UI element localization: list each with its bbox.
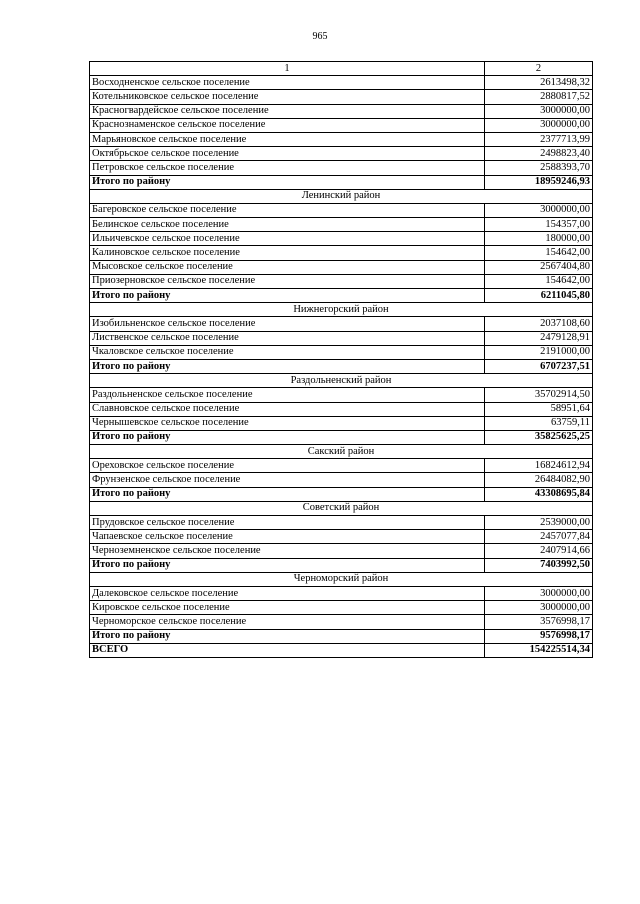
settlement-name: Раздольненское сельское поселение (90, 388, 485, 402)
settlement-name: Чернышевское сельское поселение (90, 416, 485, 430)
table-row (90, 345, 593, 359)
total-label: Итого по району (90, 487, 485, 501)
total-amount: 9576998,17 (485, 629, 593, 643)
total-amount: 35825625,25 (485, 430, 593, 444)
table-row (90, 118, 593, 132)
settlement-name: Петровское сельское поселение (90, 161, 485, 175)
settlement-name: Красногвардейское сельское поселение (90, 104, 485, 118)
table-row (90, 218, 593, 232)
total-amount: 18959246,93 (485, 175, 593, 189)
district-header-row (90, 303, 593, 317)
table-row (90, 402, 593, 416)
table-row (90, 76, 593, 90)
table-row (90, 104, 593, 118)
amount: 2479128,91 (485, 331, 593, 345)
total-row (90, 430, 593, 444)
amount: 3000000,00 (485, 203, 593, 217)
total-amount: 154225514,34 (485, 643, 593, 657)
settlement-name: Октябрьское сельское поселение (90, 147, 485, 161)
amount: 154642,00 (485, 246, 593, 260)
amount: 3576998,17 (485, 615, 593, 629)
table-row (90, 203, 593, 217)
settlement-name: Ильичевское сельское поселение (90, 232, 485, 246)
table-row (90, 388, 593, 402)
settlement-name: Чапаевское сельское поселение (90, 530, 485, 544)
settlement-name: Багеровское сельское поселение (90, 203, 485, 217)
district-name: Сакский район (90, 445, 593, 459)
table-row (90, 459, 593, 473)
page-number: 965 (312, 31, 328, 42)
settlement-name: Лиственское сельское поселение (90, 331, 485, 345)
table-row (90, 601, 593, 615)
total-label: Итого по району (90, 175, 485, 189)
table-row (90, 317, 593, 331)
total-row (90, 359, 593, 373)
settlement-name: Ореховское сельское поселение (90, 459, 485, 473)
column-1-header: 1 (90, 62, 485, 76)
table-row (90, 416, 593, 430)
amount: 2880817,52 (485, 90, 593, 104)
settlement-name: Приозерновское сельское поселение (90, 274, 485, 288)
total-label: ВСЕГО (90, 643, 485, 657)
total-row (90, 558, 593, 572)
total-amount: 6211045,80 (485, 289, 593, 303)
table-row (90, 516, 593, 530)
amount: 2567404,80 (485, 260, 593, 274)
amount: 3000000,00 (485, 118, 593, 132)
total-row (90, 175, 593, 189)
amount: 2407914,66 (485, 544, 593, 558)
amount: 3000000,00 (485, 586, 593, 600)
table-row (90, 161, 593, 175)
table-row (90, 232, 593, 246)
total-amount: 6707237,51 (485, 359, 593, 373)
amount: 2539000,00 (485, 516, 593, 530)
table-row (90, 473, 593, 487)
table-row (90, 260, 593, 274)
district-header-row (90, 374, 593, 388)
table-header-row (90, 62, 593, 76)
table-row (90, 615, 593, 629)
total-label: Итого по району (90, 558, 485, 572)
settlement-name: Марьяновское сельское поселение (90, 132, 485, 146)
amount: 154357,00 (485, 218, 593, 232)
settlement-name: Прудовское сельское поселение (90, 516, 485, 530)
amount: 26484082,90 (485, 473, 593, 487)
total-row (90, 629, 593, 643)
total-label: Итого по району (90, 359, 485, 373)
amount: 3000000,00 (485, 104, 593, 118)
settlement-name: Котельниковское сельское поселение (90, 90, 485, 104)
settlement-name: Восходненское сельское поселение (90, 76, 485, 90)
table-row (90, 90, 593, 104)
settlement-name: Кировское сельское поселение (90, 601, 485, 615)
amount: 154642,00 (485, 274, 593, 288)
amount: 2588393,70 (485, 161, 593, 175)
settlement-name: Черноморское сельское поселение (90, 615, 485, 629)
amount: 58951,64 (485, 402, 593, 416)
table-body (90, 62, 593, 658)
amount: 63759,11 (485, 416, 593, 430)
table-row (90, 586, 593, 600)
total-amount: 7403992,50 (485, 558, 593, 572)
total-row (90, 289, 593, 303)
settlement-name: Далековское сельское поселение (90, 586, 485, 600)
total-amount: 43308695,84 (485, 487, 593, 501)
total-label: Итого по району (90, 629, 485, 643)
settlement-name: Изобильненское сельское поселение (90, 317, 485, 331)
total-label: Итого по району (90, 430, 485, 444)
settlement-name: Фрунзенское сельское поселение (90, 473, 485, 487)
settlement-name: Мысовское сельское поселение (90, 260, 485, 274)
table-row (90, 331, 593, 345)
amount: 2613498,32 (485, 76, 593, 90)
total-row (90, 487, 593, 501)
column-2-header: 2 (485, 62, 593, 76)
amount: 35702914,50 (485, 388, 593, 402)
district-name: Черноморский район (90, 572, 593, 586)
amount: 2377713,99 (485, 132, 593, 146)
district-name: Раздольненский район (90, 374, 593, 388)
table-row (90, 246, 593, 260)
district-name: Советский район (90, 501, 593, 515)
district-header-row (90, 501, 593, 515)
total-label: Итого по району (90, 289, 485, 303)
amount: 16824612,94 (485, 459, 593, 473)
settlement-name: Славновское сельское поселение (90, 402, 485, 416)
amount: 2498823,40 (485, 147, 593, 161)
amount: 3000000,00 (485, 601, 593, 615)
district-header-row (90, 189, 593, 203)
table-row (90, 530, 593, 544)
settlement-name: Черноземненское сельское поселение (90, 544, 485, 558)
table-row (90, 274, 593, 288)
table-row (90, 147, 593, 161)
district-name: Нижнегорский район (90, 303, 593, 317)
amount: 180000,00 (485, 232, 593, 246)
total-row (90, 643, 593, 657)
amount: 2191000,00 (485, 345, 593, 359)
district-name: Ленинский район (90, 189, 593, 203)
amount: 2457077,84 (485, 530, 593, 544)
district-header-row (90, 445, 593, 459)
district-header-row (90, 572, 593, 586)
budget-table (89, 61, 593, 658)
settlement-name: Чкаловское сельское поселение (90, 345, 485, 359)
settlement-name: Калиновское сельское поселение (90, 246, 485, 260)
table-row (90, 132, 593, 146)
amount: 2037108,60 (485, 317, 593, 331)
settlement-name: Белинское сельское поселение (90, 218, 485, 232)
settlement-name: Краснознаменское сельское поселение (90, 118, 485, 132)
table-row (90, 544, 593, 558)
